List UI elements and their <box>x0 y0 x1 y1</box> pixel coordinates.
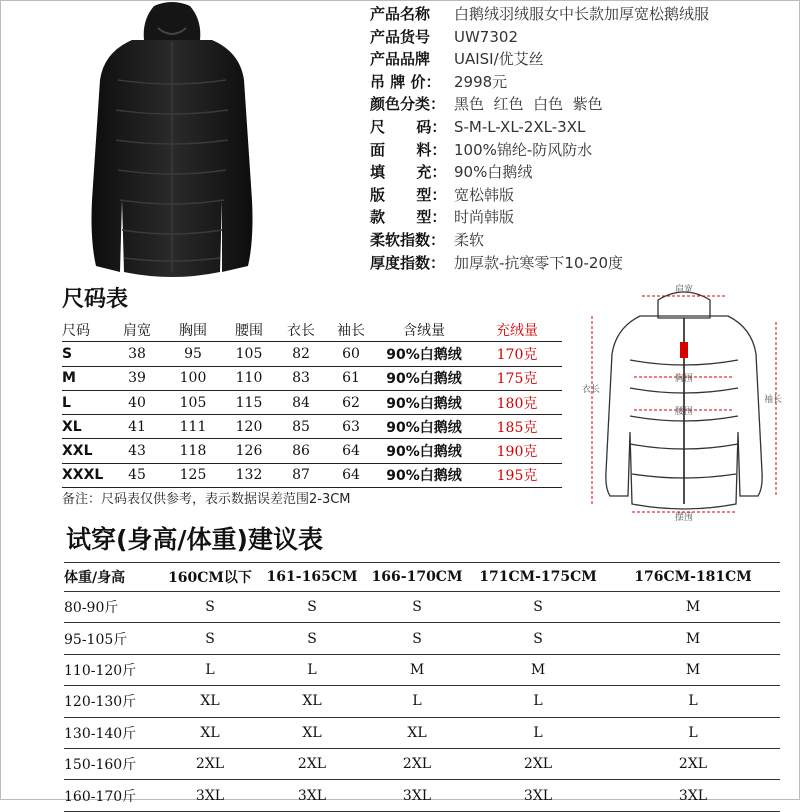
size-cell: 90%白鹅绒 <box>376 415 472 439</box>
info-value: 宽松韩版 <box>454 185 515 204</box>
fit-cell: 3XL <box>260 780 364 811</box>
size-table-row <box>62 390 562 414</box>
size-cell: 38 <box>110 342 164 366</box>
info-value: 时尚韩版 <box>454 208 515 227</box>
info-label: 版 型： <box>370 185 447 204</box>
size-cell: 82 <box>276 342 326 366</box>
fit-cell: S <box>364 623 470 654</box>
fit-cell: 150-160斤 <box>64 748 160 779</box>
info-value: UAISI/优艾丝 <box>454 50 544 69</box>
size-cell: 180克 <box>472 390 562 414</box>
fit-cell: 3XL <box>364 780 470 811</box>
size-cell: 86 <box>276 439 326 463</box>
info-label: 面 料： <box>370 140 447 159</box>
size-cell: 61 <box>326 366 376 390</box>
fit-cell: S <box>470 592 606 623</box>
size-cell: 190克 <box>472 439 562 463</box>
info-row <box>370 3 709 25</box>
fit-table-row <box>64 748 780 779</box>
fit-table-row <box>64 623 780 654</box>
size-cell: 45 <box>110 463 164 487</box>
size-cell: 110 <box>222 366 276 390</box>
fit-cell: L <box>470 686 606 717</box>
info-label: 款 型： <box>370 208 447 227</box>
size-cell: 90%白鹅绒 <box>376 342 472 366</box>
size-header-cell: 充绒量 <box>472 318 562 342</box>
size-cell: 90%白鹅绒 <box>376 366 472 390</box>
fit-table-row <box>64 654 780 685</box>
info-row <box>370 93 603 115</box>
size-cell: 63 <box>326 415 376 439</box>
info-row <box>370 252 623 274</box>
fit-cell: XL <box>260 686 364 717</box>
size-cell: L <box>62 390 110 414</box>
info-value: 100%锦纶-防风防水 <box>454 140 593 159</box>
size-header-cell: 尺码 <box>62 318 110 342</box>
diagram-label-shoulder: 肩宽 <box>674 285 694 295</box>
size-cell: 100 <box>164 366 222 390</box>
fit-cell: 2XL <box>364 748 470 779</box>
info-value: 加厚款-抗寒零下10-20度 <box>454 253 623 272</box>
fit-cell: 3XL <box>470 780 606 811</box>
diagram-label-length: 衣长 <box>582 385 601 395</box>
size-cell: 90%白鹅绒 <box>376 463 472 487</box>
size-table-row <box>62 463 562 487</box>
info-value: 白鹅绒羽绒服女中长款加厚宽松鹅绒服 <box>454 5 710 23</box>
fit-table-row <box>64 592 780 623</box>
size-header-cell: 袖长 <box>326 318 376 342</box>
fit-cell: L <box>160 654 260 685</box>
size-cell: 64 <box>326 463 376 487</box>
fit-cell: 2XL <box>260 748 364 779</box>
fit-cell: S <box>470 623 606 654</box>
fit-chart-title: 试穿(身高/体重)建议表 <box>66 525 323 554</box>
size-cell: 64 <box>326 439 376 463</box>
info-label: 产品名称 <box>370 5 431 23</box>
fit-cell: L <box>606 717 780 748</box>
info-value: UW7302 <box>454 27 518 46</box>
size-cell: 185克 <box>472 415 562 439</box>
size-cell: XXL <box>62 439 110 463</box>
fit-table <box>64 562 780 812</box>
size-table <box>62 318 562 488</box>
info-value: 黑色 红色 白色 紫色 <box>454 95 603 114</box>
fit-table-row <box>64 780 780 811</box>
fit-cell: XL <box>160 717 260 748</box>
size-cell: 40 <box>110 390 164 414</box>
size-cell: 132 <box>222 463 276 487</box>
fit-cell: L <box>606 686 780 717</box>
size-cell: 95 <box>164 342 222 366</box>
fit-cell: M <box>364 654 470 685</box>
info-label: 填 充： <box>370 163 447 182</box>
size-header-cell: 肩宽 <box>110 318 164 342</box>
size-header-cell: 衣长 <box>276 318 326 342</box>
fit-header-cell: 166-170CM <box>364 563 470 592</box>
fit-table-row <box>64 717 780 748</box>
fit-cell: 2XL <box>470 748 606 779</box>
diagram-label-hem: 摆围 <box>674 513 694 522</box>
size-cell: 62 <box>326 390 376 414</box>
info-row <box>370 184 514 206</box>
size-cell: 85 <box>276 415 326 439</box>
fit-cell: 95-105斤 <box>64 623 160 654</box>
size-note: 备注：尺码表仅供参考，表示数据误差范围2-3CM <box>62 492 351 507</box>
size-cell: XXXL <box>62 463 110 487</box>
size-cell: 41 <box>110 415 164 439</box>
size-cell: 125 <box>164 463 222 487</box>
fit-cell: M <box>606 654 780 685</box>
fit-table-header <box>64 563 780 592</box>
fit-cell: S <box>260 623 364 654</box>
fit-header-cell: 171CM-175CM <box>470 563 606 592</box>
coat-product-image <box>62 0 282 282</box>
info-row <box>370 229 484 251</box>
diagram-label-chest: 胸围 <box>674 374 694 384</box>
info-label: 厚度指数： <box>370 253 446 272</box>
fit-cell: M <box>606 592 780 623</box>
fit-cell: M <box>470 654 606 685</box>
size-cell: 60 <box>326 342 376 366</box>
info-row <box>370 71 507 93</box>
size-cell: 87 <box>276 463 326 487</box>
info-row <box>370 26 518 48</box>
fit-cell: 3XL <box>606 780 780 811</box>
diagram-label-waist: 腰围 <box>674 407 694 417</box>
size-cell: 84 <box>276 390 326 414</box>
size-header-cell: 腰围 <box>222 318 276 342</box>
info-label: 产品品牌 <box>370 50 431 69</box>
fit-cell: L <box>260 654 364 685</box>
fit-cell: 110-120斤 <box>64 654 160 685</box>
info-row <box>370 116 585 138</box>
fit-cell: S <box>160 623 260 654</box>
info-label: 产品货号 <box>370 27 431 46</box>
size-chart-title: 尺码表 <box>62 287 129 312</box>
fit-cell: S <box>364 592 470 623</box>
size-cell: 90%白鹅绒 <box>376 439 472 463</box>
info-row <box>370 206 514 228</box>
fit-cell: XL <box>160 686 260 717</box>
diagram-label-sleeve: 袖长 <box>764 395 783 405</box>
fit-cell: M <box>606 623 780 654</box>
size-cell: 170克 <box>472 342 562 366</box>
size-table-row <box>62 439 562 463</box>
info-value: 90%白鹅绒 <box>454 163 533 182</box>
size-cell: 90%白鹅绒 <box>376 390 472 414</box>
info-label: 吊 牌 价： <box>370 72 441 91</box>
size-cell: 118 <box>164 439 222 463</box>
info-value: 柔软 <box>454 231 485 249</box>
size-cell: 39 <box>110 366 164 390</box>
info-row <box>370 48 544 70</box>
size-table-row <box>62 415 562 439</box>
size-table-row <box>62 366 562 390</box>
size-cell: 120 <box>222 415 276 439</box>
fit-header-cell: 161-165CM <box>260 563 364 592</box>
size-cell: 115 <box>222 390 276 414</box>
fit-cell: 80-90斤 <box>64 592 160 623</box>
fit-cell: 120-130斤 <box>64 686 160 717</box>
fit-cell: 2XL <box>606 748 780 779</box>
fit-cell: 3XL <box>160 780 260 811</box>
info-value: 2998元 <box>454 72 508 91</box>
fit-cell: L <box>364 686 470 717</box>
info-row <box>370 139 592 161</box>
fit-cell: 160-170斤 <box>64 780 160 811</box>
size-cell: S <box>62 342 110 366</box>
size-cell: 175克 <box>472 366 562 390</box>
info-label: 尺 码： <box>370 118 447 136</box>
info-label: 颜色分类： <box>370 95 446 114</box>
info-row <box>370 161 532 183</box>
fit-cell: XL <box>364 717 470 748</box>
fit-cell: 2XL <box>160 748 260 779</box>
info-label: 柔软指数： <box>370 231 446 249</box>
size-header-cell: 胸围 <box>164 318 222 342</box>
size-cell: M <box>62 366 110 390</box>
size-cell: XL <box>62 415 110 439</box>
size-cell: 83 <box>276 366 326 390</box>
fit-header-cell: 体重/身高 <box>64 563 160 592</box>
size-cell: 126 <box>222 439 276 463</box>
coat-measurement-diagram <box>580 282 790 522</box>
fit-cell: L <box>470 717 606 748</box>
size-table-row <box>62 342 562 366</box>
size-table-header <box>62 318 562 342</box>
size-cell: 111 <box>164 415 222 439</box>
fit-cell: 130-140斤 <box>64 717 160 748</box>
size-cell: 105 <box>222 342 276 366</box>
fit-header-cell: 160CM以下 <box>160 563 260 592</box>
fit-header-cell: 176CM-181CM <box>606 563 780 592</box>
fit-table-row <box>64 686 780 717</box>
size-header-cell: 含绒量 <box>376 318 472 342</box>
size-cell: 43 <box>110 439 164 463</box>
fit-cell: XL <box>260 717 364 748</box>
size-cell: 105 <box>164 390 222 414</box>
info-value: S-M-L-XL-2XL-3XL <box>454 118 586 136</box>
fit-cell: S <box>260 592 364 623</box>
fit-cell: S <box>160 592 260 623</box>
size-cell: 195克 <box>472 463 562 487</box>
